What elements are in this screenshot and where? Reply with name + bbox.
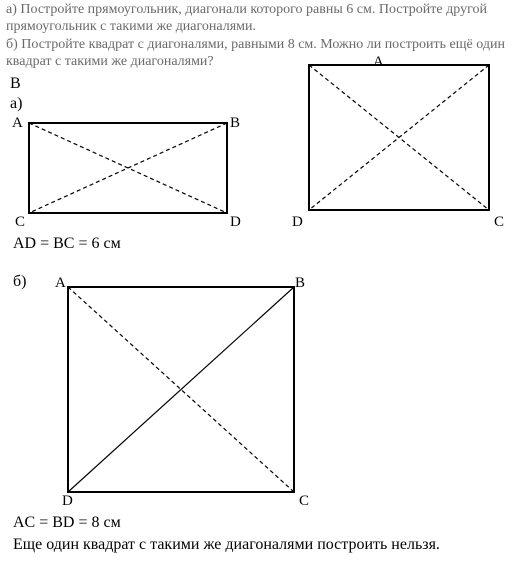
rectangle-right [309,65,489,210]
task-line-4: квадрат с такими же диагоналями? [6,54,214,69]
vertex-label-d-square: D [62,493,73,509]
answer-header: В [10,75,21,92]
vertex-label-b-left: B [230,115,241,131]
vertex-label-a-square: A [55,275,66,291]
vertex-label-a-left: A [12,115,23,131]
task-line-3: б) Постройте квадрат с диагоналями, равными 8 см. Можно ли построить ещё один [6,37,505,52]
vertex-label-c-square: C [299,493,310,509]
part-b-conclusion: Еще один квадрат с такими же диагоналями построить нельзя. [13,536,440,553]
vertex-label-d-right: D [292,214,303,230]
part-b-equation: AC = BD = 8 см [13,514,121,531]
rectangle-left [29,123,227,213]
vertex-label-a-right: A [373,54,384,70]
vertex-label-c-left: C [15,214,26,230]
square-b [68,287,294,492]
vertex-label-c-right: C [494,214,505,230]
part-b-label: б) [13,273,27,290]
task-line-2: прямоугольник с такими же диагоналями. [6,19,257,34]
part-a-equation: AD = BC = 6 см [13,235,121,252]
task-line-1: а) Постройте прямоугольник, диагонали которого равны 6 см. Постройте другой [6,2,487,17]
vertex-label-b-square: B [295,275,306,291]
vertex-label-d-left: D [230,214,241,230]
part-a-label: а) [10,95,23,112]
